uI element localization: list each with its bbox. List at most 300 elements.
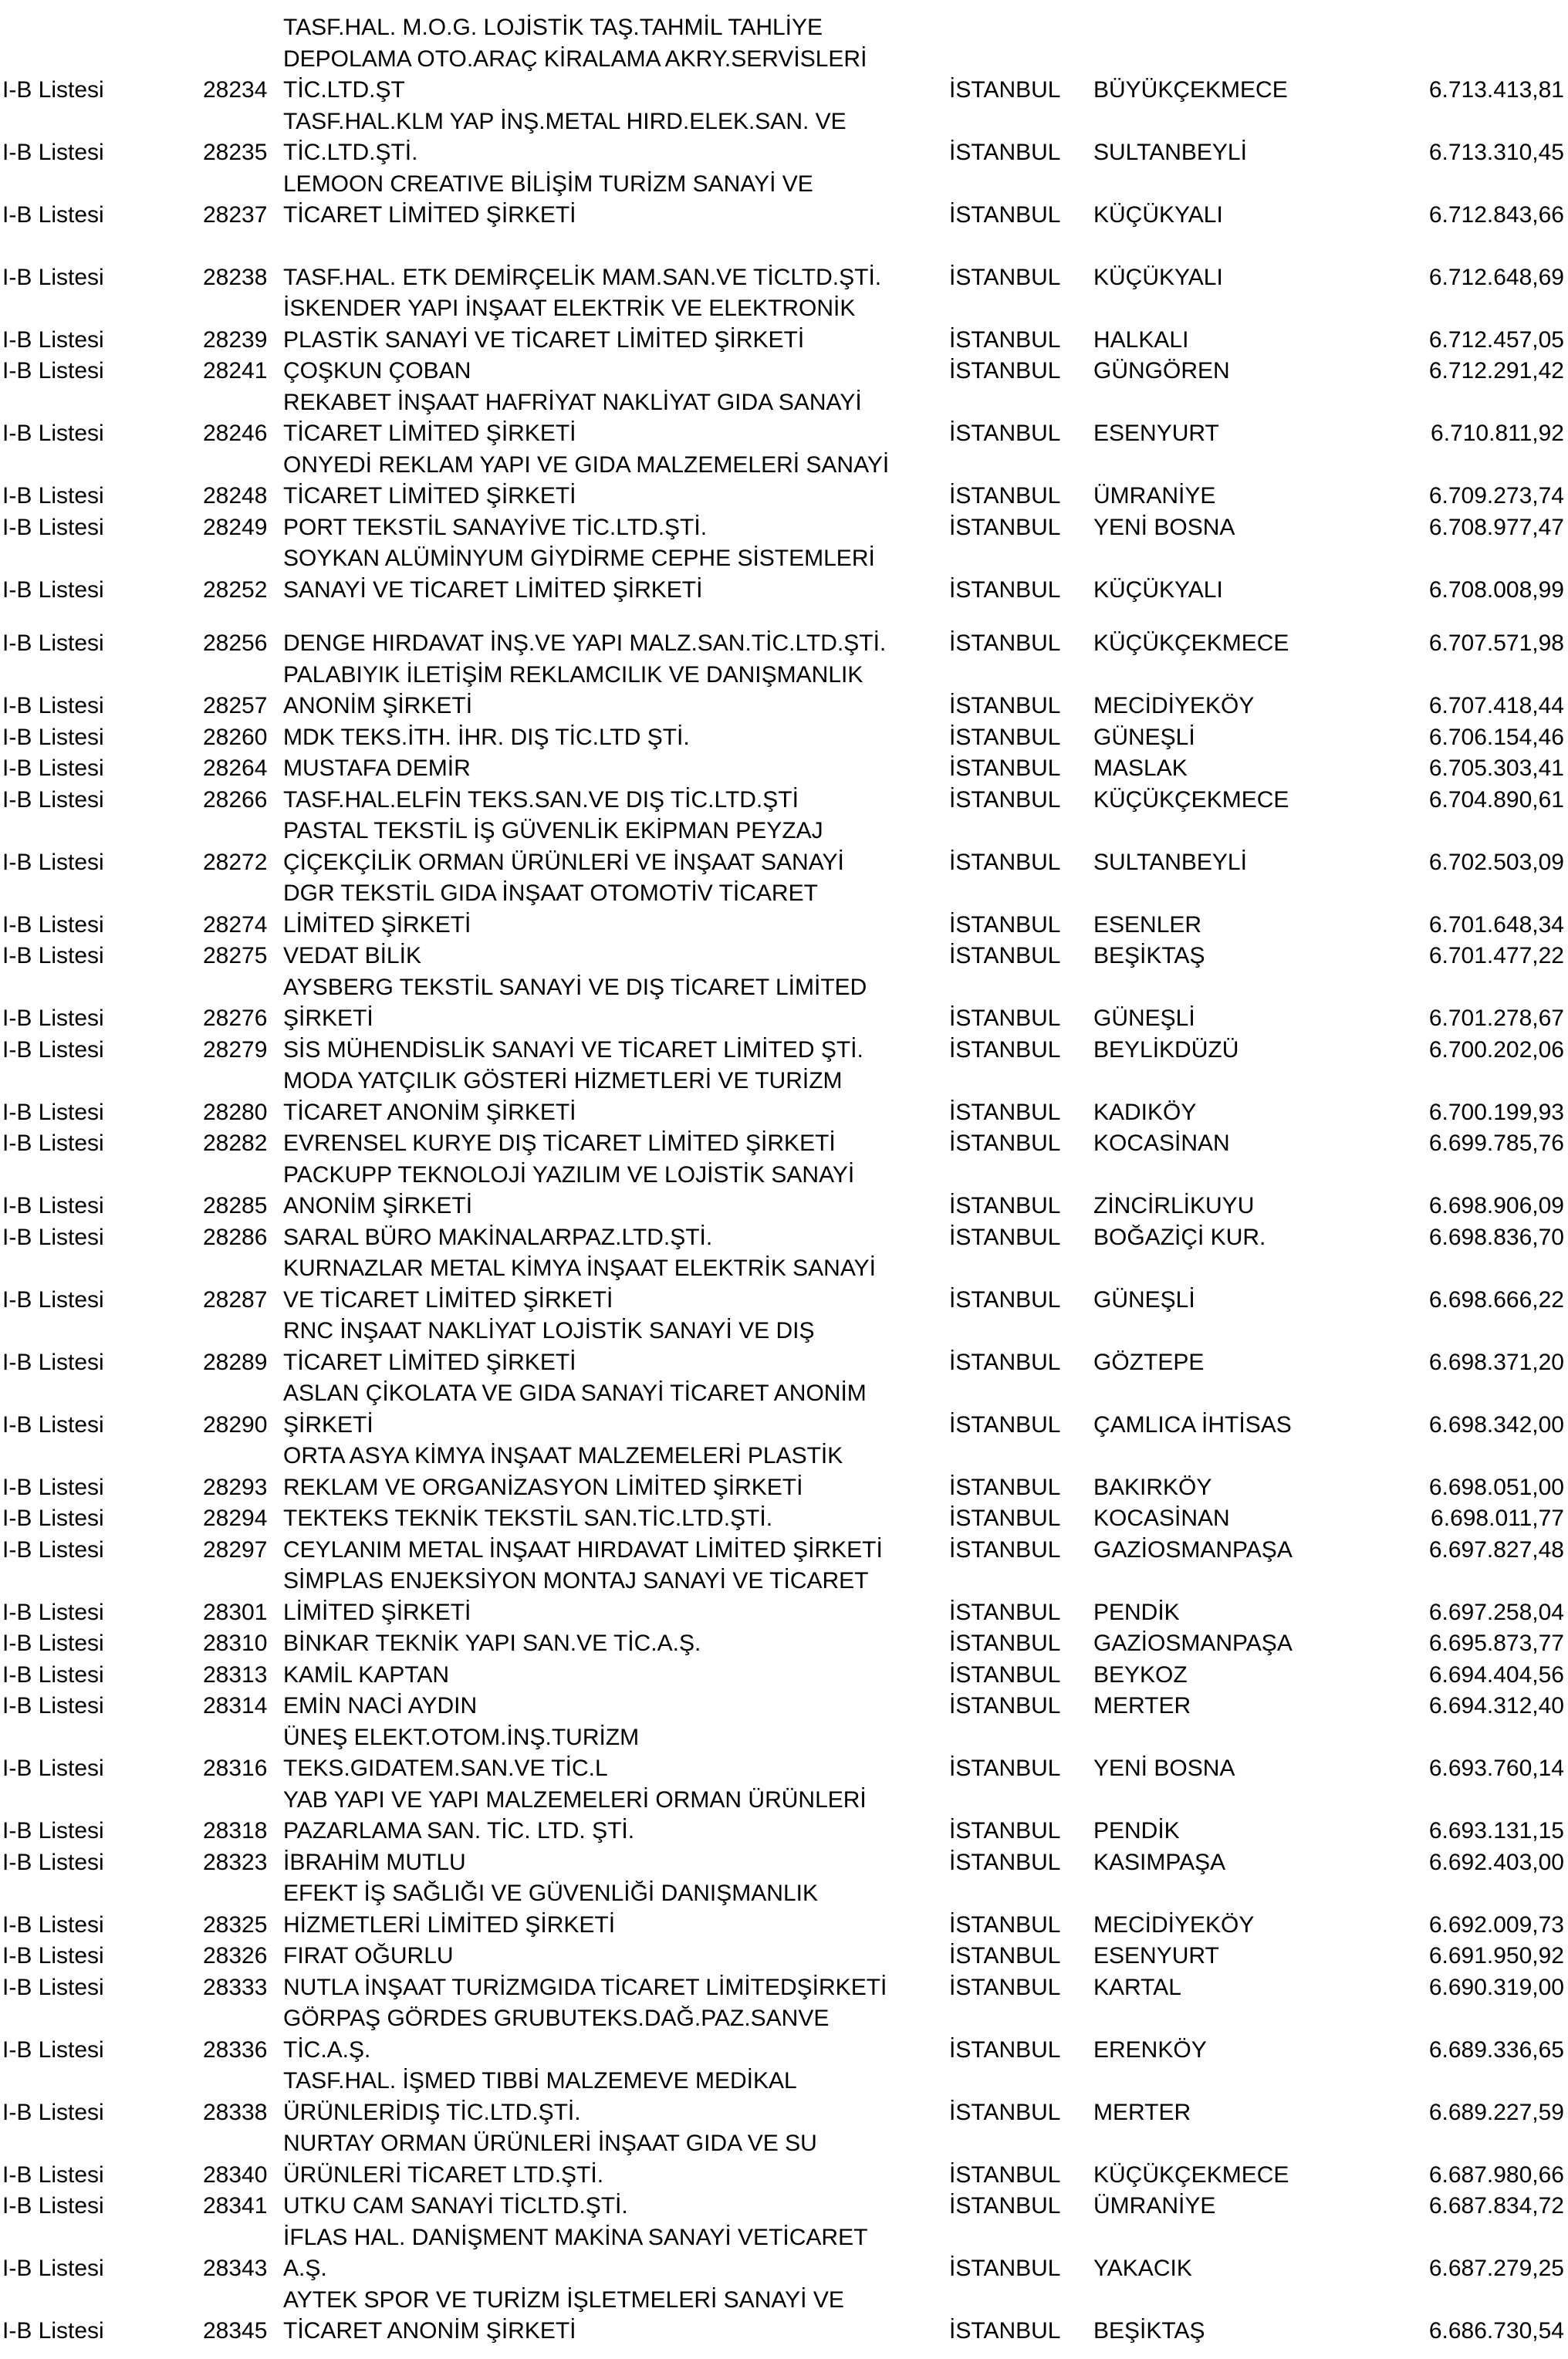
city-cell: İSTANBUL — [949, 1943, 1061, 1969]
city-cell: İSTANBUL — [949, 2256, 1061, 2281]
record-main-line — [0, 1410, 1568, 1441]
record-wrap-line — [0, 972, 1568, 1004]
city-cell: İSTANBUL — [949, 1506, 1061, 1531]
taxpayer-record — [0, 1941, 1568, 1972]
city-cell: İSTANBUL — [949, 2161, 1061, 2188]
amount-cell: 6.694.312,40 — [1428, 1693, 1564, 1719]
record-main-line — [0, 1347, 1568, 1379]
city-cell: İSTANBUL — [949, 755, 1061, 781]
district-cell: GAZİOSMANPAŞA — [1093, 1631, 1293, 1656]
amount-cell: 6.708.008,99 — [1428, 576, 1564, 603]
sequence-no-cell: 28286 — [203, 1224, 268, 1250]
record-wrap-line — [0, 2128, 1568, 2160]
company-name-wrap-line: ONYEDİ REKLAM YAPI VE GIDA MALZEMELERİ SANAYİ — [283, 451, 890, 478]
district-cell: MECİDİYEKÖY — [1093, 693, 1255, 718]
company-name-cell: ÇOŞKUN ÇOBAN — [283, 358, 471, 384]
sequence-no-cell: 28252 — [203, 576, 268, 603]
debtor-table — [0, 12, 1568, 2347]
company-name-cell: SARAL BÜRO MAKİNALARPAZ.LTD.ŞTİ. — [283, 1224, 713, 1250]
sequence-no-cell: 28301 — [203, 1599, 268, 1625]
amount-cell: 6.712.843,66 — [1428, 202, 1564, 228]
company-name-cell: TİCARET LİMİTED ŞİRKETİ — [283, 483, 576, 509]
district-cell: MERTER — [1093, 1693, 1191, 1719]
company-name-cell: REKLAM VE ORGANİZASYON LİMİTED ŞİRKETİ — [283, 1474, 803, 1500]
company-name-cell: KAMİL KAPTAN — [283, 1661, 450, 1688]
amount-cell: 6.698.836,70 — [1428, 1224, 1564, 1250]
amount-cell: 6.701.648,34 — [1428, 911, 1564, 938]
city-cell: İSTANBUL — [949, 1974, 1061, 2000]
amount-cell: 6.700.199,93 — [1428, 1099, 1564, 1125]
list-type-cell: I-B Listesi — [2, 1036, 104, 1063]
sequence-no-cell: 28239 — [203, 326, 268, 353]
record-main-line — [0, 1941, 1568, 1972]
record-main-line — [0, 2316, 1568, 2347]
record-main-line — [0, 1660, 1568, 1692]
sequence-no-cell: 28285 — [203, 1193, 268, 1218]
district-cell: PENDİK — [1093, 1818, 1180, 1844]
taxpayer-record — [0, 1535, 1568, 1566]
taxpayer-record — [0, 1878, 1568, 1941]
record-main-line — [0, 2035, 1568, 2067]
list-type-cell: I-B Listesi — [2, 576, 104, 603]
amount-cell: 6.710.811,92 — [1431, 421, 1564, 446]
list-type-cell: I-B Listesi — [2, 1193, 104, 1218]
sequence-no-cell: 28276 — [203, 1005, 268, 1031]
taxpayer-record — [0, 512, 1568, 544]
city-cell: İSTANBUL — [949, 1849, 1061, 1875]
amount-cell: 6.697.258,04 — [1428, 1599, 1564, 1625]
company-name-cell: PAZARLAMA SAN. TİC. LTD. ŞTİ. — [283, 1818, 635, 1844]
list-type-cell: I-B Listesi — [2, 2036, 104, 2063]
list-type-cell: I-B Listesi — [2, 911, 104, 938]
sequence-no-cell: 28333 — [203, 1974, 268, 2000]
amount-cell: 6.701.278,67 — [1428, 1005, 1564, 1031]
company-name-wrap-line: REKABET İNŞAAT HAFRİYAT NAKLİYAT GIDA SANAYİ — [283, 389, 862, 415]
record-main-line — [0, 722, 1568, 754]
city-cell: İSTANBUL — [949, 1756, 1061, 1781]
taxpayer-record — [0, 941, 1568, 972]
sequence-no-cell: 28289 — [203, 1349, 268, 1375]
amount-cell: 6.712.457,05 — [1428, 326, 1564, 353]
company-name-wrap-line: NURTAY ORMAN ÜRÜNLERİ İNŞAAT GIDA VE SU — [283, 2131, 817, 2156]
amount-cell: 6.698.371,20 — [1428, 1349, 1564, 1375]
taxpayer-record — [0, 2066, 1568, 2128]
sequence-no-cell: 28282 — [203, 1130, 268, 1156]
record-main-line — [0, 1097, 1568, 1129]
amount-cell: 6.706.154,46 — [1428, 724, 1564, 750]
list-type-cell: I-B Listesi — [2, 514, 104, 540]
district-cell: GÜNGÖREN — [1093, 358, 1230, 384]
taxpayer-record — [0, 1660, 1568, 1692]
record-main-line — [0, 1191, 1568, 1222]
record-main-line — [0, 1628, 1568, 1660]
company-name-wrap-line: İSKENDER YAPI İNŞAAT ELEKTRİK VE ELEKTRONİK — [283, 296, 856, 321]
amount-cell: 6.704.890,61 — [1428, 786, 1564, 813]
city-cell: İSTANBUL — [949, 576, 1061, 603]
company-name-cell: BİNKAR TEKNİK YAPI SAN.VE TİC.A.Ş. — [283, 1631, 701, 1656]
sequence-no-cell: 28280 — [203, 1099, 268, 1125]
company-name-wrap-line: DGR TEKSTİL GIDA İNŞAAT OTOMOTİV TİCARET — [283, 880, 818, 906]
company-name-cell: TİCARET ANONİM ŞİRKETİ — [283, 2318, 576, 2344]
city-cell: İSTANBUL — [949, 358, 1061, 384]
district-cell: SULTANBEYLİ — [1093, 140, 1247, 165]
company-name-cell: FIRAT OĞURLU — [283, 1943, 454, 1969]
city-cell: İSTANBUL — [949, 202, 1061, 228]
list-type-cell: I-B Listesi — [2, 849, 104, 875]
district-cell: KOCASİNAN — [1093, 1130, 1230, 1156]
list-type-cell: I-B Listesi — [2, 483, 104, 509]
taxpayer-record — [0, 2285, 1568, 2347]
district-cell: KÜÇÜKÇEKMECE — [1093, 630, 1289, 656]
district-cell: BÜYÜKÇEKMECE — [1093, 77, 1288, 103]
company-name-wrap-line: PASTAL TEKSTİL İŞ GÜVENLİK EKİPMAN PEYZAJ — [283, 818, 823, 843]
company-name-wrap-line: YAB YAPI VE YAPI MALZEMELERİ ORMAN ÜRÜNLERİ — [283, 1786, 867, 1813]
city-cell: İSTANBUL — [949, 1661, 1061, 1688]
record-wrap-line — [0, 1316, 1568, 1347]
district-cell: KÜÇÜKÇEKMECE — [1093, 2161, 1289, 2188]
record-main-line — [0, 847, 1568, 879]
record-wrap-line — [0, 816, 1568, 847]
amount-cell: 6.689.336,65 — [1428, 2036, 1564, 2063]
company-name-cell: İBRAHİM MUTLU — [283, 1849, 466, 1875]
district-cell: KADIKÖY — [1093, 1099, 1197, 1125]
city-cell: İSTANBUL — [949, 1099, 1061, 1125]
list-type-cell: I-B Listesi — [2, 1849, 104, 1875]
amount-cell: 6.707.571,98 — [1428, 630, 1564, 656]
company-name-cell: VEDAT BİLİK — [283, 943, 421, 968]
record-wrap-line — [0, 12, 1568, 44]
company-name-wrap-line: ORTA ASYA KİMYA İNŞAAT MALZEMELERİ PLASTİK — [283, 1443, 843, 1468]
taxpayer-record — [0, 1128, 1568, 1160]
record-main-line — [0, 1035, 1568, 1066]
list-type-cell: I-B Listesi — [2, 1818, 104, 1844]
record-wrap-line — [0, 1785, 1568, 1817]
district-cell: PENDİK — [1093, 1599, 1180, 1625]
company-name-cell: MDK TEKS.İTH. İHR. DIŞ TİC.LTD ŞTİ. — [283, 724, 690, 750]
amount-cell: 6.694.404,56 — [1428, 1661, 1564, 1688]
sequence-no-cell: 28279 — [203, 1036, 268, 1063]
company-name-cell: SİS MÜHENDİSLİK SANAYİ VE TİCARET LİMİTED ŞTİ. — [283, 1036, 863, 1063]
city-cell: İSTANBUL — [949, 421, 1061, 446]
city-cell: İSTANBUL — [949, 1224, 1061, 1250]
sequence-no-cell: 28338 — [203, 2099, 268, 2125]
company-name-wrap-line: ÜNEŞ ELEKT.OTOM.İNŞ.TURİZM — [283, 1724, 640, 1750]
record-main-line — [0, 1472, 1568, 1504]
sequence-no-cell: 28256 — [203, 630, 268, 656]
district-cell: HALKALI — [1093, 326, 1189, 353]
record-main-line — [0, 1972, 1568, 2004]
district-cell: GÜNEŞLİ — [1093, 724, 1195, 750]
taxpayer-record — [0, 169, 1568, 232]
record-main-line — [0, 1128, 1568, 1160]
taxpayer-record — [0, 628, 1568, 660]
company-name-cell: ŞİRKETİ — [283, 1005, 373, 1031]
company-name-wrap-line: PACKUPP TEKNOLOJİ YAZILIM VE LOJİSTİK SANAYİ — [283, 1161, 855, 1188]
amount-cell: 6.687.980,66 — [1428, 2161, 1564, 2188]
record-main-line — [0, 691, 1568, 722]
company-name-wrap-line: TASF.HAL.KLM YAP İNŞ.METAL HIRD.ELEK.SAN. VE — [283, 108, 847, 134]
district-cell: ÜMRANİYE — [1093, 483, 1216, 509]
company-name-cell: ANONİM ŞİRKETİ — [283, 693, 473, 718]
sequence-no-cell: 28274 — [203, 911, 268, 938]
taxpayer-record — [0, 2191, 1568, 2222]
taxpayer-record — [0, 2222, 1568, 2285]
company-name-cell: LİMİTED ŞİRKETİ — [283, 911, 471, 938]
company-name-wrap-line: ASLAN ÇİKOLATA VE GIDA SANAYİ TİCARET ANONİM — [283, 1381, 867, 1406]
taxpayer-record — [0, 1035, 1568, 1066]
taxpayer-record — [0, 543, 1568, 606]
sequence-no-cell: 28323 — [203, 1849, 268, 1875]
taxpayer-record — [0, 816, 1568, 878]
record-main-line — [0, 1910, 1568, 1942]
sequence-no-cell: 28260 — [203, 724, 268, 750]
list-type-cell: I-B Listesi — [2, 1631, 104, 1656]
taxpayer-record — [0, 1972, 1568, 2004]
sequence-no-cell: 28290 — [203, 1411, 268, 1438]
taxpayer-record — [0, 1628, 1568, 1660]
company-name-wrap-line: PALABIYIK İLETİŞİM REKLAMCILIK VE DANIŞMANLIK — [283, 661, 863, 688]
taxpayer-record — [0, 356, 1568, 387]
list-type-cell: I-B Listesi — [2, 421, 104, 446]
record-main-line — [0, 356, 1568, 387]
sequence-no-cell: 28238 — [203, 264, 268, 290]
amount-cell: 6.698.666,22 — [1428, 1286, 1564, 1313]
record-main-line — [0, 1847, 1568, 1879]
sequence-no-cell: 28275 — [203, 943, 268, 968]
taxpayer-record — [0, 660, 1568, 722]
city-cell: İSTANBUL — [949, 1349, 1061, 1375]
taxpayer-record — [0, 12, 1568, 106]
taxpayer-record — [0, 753, 1568, 785]
amount-cell: 6.695.873,77 — [1428, 1631, 1564, 1656]
record-wrap-line — [0, 878, 1568, 910]
sequence-no-cell: 28257 — [203, 693, 268, 718]
company-name-cell: MUSTAFA DEMİR — [283, 755, 471, 781]
city-cell: İSTANBUL — [949, 514, 1061, 540]
amount-cell: 6.686.730,54 — [1428, 2318, 1564, 2344]
record-main-line — [0, 785, 1568, 816]
sequence-no-cell: 28340 — [203, 2161, 268, 2188]
list-type-cell: I-B Listesi — [2, 724, 104, 750]
record-wrap-line — [0, 2066, 1568, 2097]
record-wrap-line — [0, 1878, 1568, 1910]
city-cell: İSTANBUL — [949, 483, 1061, 509]
city-cell: İSTANBUL — [949, 1599, 1061, 1625]
amount-cell: 6.693.131,15 — [1428, 1818, 1564, 1844]
sequence-no-cell: 28272 — [203, 849, 268, 875]
taxpayer-record — [0, 1566, 1568, 1628]
city-cell: İSTANBUL — [949, 2036, 1061, 2063]
company-name-cell: ÜRÜNLERİ TİCARET LTD.ŞTİ. — [283, 2161, 604, 2188]
district-cell: BEYLİKDÜZÜ — [1093, 1036, 1239, 1063]
record-main-line — [0, 137, 1568, 169]
record-wrap-line — [0, 543, 1568, 575]
taxpayer-record — [0, 1785, 1568, 1847]
list-type-cell: I-B Listesi — [2, 693, 104, 718]
sequence-no-cell: 28266 — [203, 786, 268, 813]
taxpayer-record — [0, 1441, 1568, 1503]
list-type-cell: I-B Listesi — [2, 1693, 104, 1719]
record-wrap-line — [0, 1253, 1568, 1285]
city-cell: İSTANBUL — [949, 693, 1061, 718]
record-main-line — [0, 1691, 1568, 1722]
city-cell: İSTANBUL — [949, 849, 1061, 875]
amount-cell: 6.708.977,47 — [1428, 514, 1564, 540]
record-main-line — [0, 1597, 1568, 1629]
record-wrap-line — [0, 169, 1568, 201]
record-wrap-line — [0, 387, 1568, 419]
sequence-no-cell: 28345 — [203, 2318, 268, 2344]
taxpayer-record — [0, 878, 1568, 941]
city-cell: İSTANBUL — [949, 1036, 1061, 1063]
city-cell: İSTANBUL — [949, 1911, 1061, 1938]
company-name-cell: CEYLANIM METAL İNŞAAT HIRDAVAT LİMİTED ŞİRKETİ — [283, 1536, 883, 1563]
record-wrap-line — [0, 1066, 1568, 1097]
list-type-cell: I-B Listesi — [2, 1474, 104, 1500]
taxpayer-record — [0, 387, 1568, 450]
list-type-cell: I-B Listesi — [2, 1224, 104, 1250]
taxpayer-record — [0, 1316, 1568, 1378]
amount-cell: 6.698.011,77 — [1431, 1506, 1564, 1531]
taxpayer-record — [0, 1253, 1568, 1316]
taxpayer-record — [0, 1722, 1568, 1785]
amount-cell: 6.693.760,14 — [1428, 1756, 1564, 1781]
record-main-line — [0, 2097, 1568, 2129]
city-cell: İSTANBUL — [949, 326, 1061, 353]
taxpayer-record — [0, 1160, 1568, 1222]
list-type-cell: I-B Listesi — [2, 1661, 104, 1688]
amount-cell: 6.689.227,59 — [1428, 2099, 1564, 2125]
district-cell: KOCASİNAN — [1093, 1506, 1230, 1531]
district-cell: ESENLER — [1093, 911, 1202, 938]
record-wrap-line — [0, 1378, 1568, 1410]
sequence-no-cell: 28341 — [203, 2193, 268, 2219]
taxpayer-record — [0, 2128, 1568, 2191]
company-name-wrap-line: GÖRPAŞ GÖRDES GRUBUTEKS.DAĞ.PAZ.SANVE — [283, 2006, 830, 2031]
company-name-cell: ÇİÇEKÇİLİK ORMAN ÜRÜNLERİ VE İNŞAAT SANAYİ — [283, 849, 844, 875]
list-type-cell: I-B Listesi — [2, 1286, 104, 1313]
district-cell: KÜÇÜKÇEKMECE — [1093, 786, 1289, 813]
list-type-cell: I-B Listesi — [2, 1536, 104, 1563]
district-cell: KÜÇÜKYALI — [1093, 576, 1223, 603]
record-main-line — [0, 910, 1568, 941]
amount-cell: 6.697.827,48 — [1428, 1536, 1564, 1563]
record-wrap-line — [0, 450, 1568, 482]
sequence-no-cell: 28326 — [203, 1943, 268, 1969]
district-cell: GÜNEŞLİ — [1093, 1005, 1195, 1031]
amount-cell: 6.702.503,09 — [1428, 849, 1564, 875]
sequence-no-cell: 28246 — [203, 421, 268, 446]
district-cell: KÜÇÜKYALI — [1093, 264, 1223, 290]
city-cell: İSTANBUL — [949, 911, 1061, 938]
district-cell: MECİDİYEKÖY — [1093, 1911, 1255, 1938]
list-type-cell: I-B Listesi — [2, 202, 104, 228]
amount-cell: 6.700.202,06 — [1428, 1036, 1564, 1063]
record-wrap-line — [0, 2285, 1568, 2317]
district-cell: ERENKÖY — [1093, 2036, 1207, 2063]
list-type-cell: I-B Listesi — [2, 943, 104, 968]
city-cell: İSTANBUL — [949, 2318, 1061, 2344]
sequence-no-cell: 28318 — [203, 1818, 268, 1844]
amount-cell: 6.709.273,74 — [1428, 483, 1564, 509]
district-cell: MERTER — [1093, 2099, 1191, 2125]
company-name-cell: TİC.LTD.ŞT — [283, 77, 405, 103]
amount-cell: 6.687.834,72 — [1428, 2193, 1564, 2219]
sequence-no-cell: 28297 — [203, 1536, 268, 1563]
amount-cell: 6.698.342,00 — [1428, 1411, 1564, 1438]
district-cell: YENİ BOSNA — [1093, 1756, 1235, 1781]
city-cell: İSTANBUL — [949, 1631, 1061, 1656]
taxpayer-record — [0, 2003, 1568, 2066]
list-type-cell: I-B Listesi — [2, 77, 104, 103]
company-name-cell: DENGE HIRDAVAT İNŞ.VE YAPI MALZ.SAN.TİC.LTD.ŞTİ. — [283, 630, 887, 656]
list-type-cell: I-B Listesi — [2, 1005, 104, 1031]
district-cell: KÜÇÜKYALI — [1093, 202, 1223, 228]
record-main-line — [0, 2160, 1568, 2192]
sequence-no-cell: 28314 — [203, 1693, 268, 1719]
amount-cell: 6.713.413,81 — [1428, 77, 1564, 103]
record-main-line — [0, 1285, 1568, 1316]
company-name-wrap-line: TASF.HAL. M.O.G. LOJİSTİK TAŞ.TAHMİL TAHLİYE — [283, 15, 823, 40]
city-cell: İSTANBUL — [949, 724, 1061, 750]
city-cell: İSTANBUL — [949, 630, 1061, 656]
taxpayer-record — [0, 106, 1568, 169]
company-name-cell: LİMİTED ŞİRKETİ — [283, 1599, 471, 1625]
record-main-line — [0, 200, 1568, 232]
taxpayer-record — [0, 1066, 1568, 1128]
city-cell: İSTANBUL — [949, 1286, 1061, 1313]
list-type-cell: I-B Listesi — [2, 1099, 104, 1125]
company-name-cell: TEKS.GIDATEM.SAN.VE TİC.L — [283, 1756, 608, 1781]
taxpayer-record — [0, 1503, 1568, 1535]
list-type-cell: I-B Listesi — [2, 2161, 104, 2188]
list-type-cell: I-B Listesi — [2, 1911, 104, 1938]
record-main-line — [0, 1753, 1568, 1785]
city-cell: İSTANBUL — [949, 943, 1061, 968]
company-name-cell: ŞİRKETİ — [283, 1411, 373, 1438]
company-name-cell: ÜRÜNLERİDIŞ TİC.LTD.ŞTİ. — [283, 2099, 581, 2125]
record-wrap-line — [0, 2003, 1568, 2035]
city-cell: İSTANBUL — [949, 140, 1061, 165]
amount-cell: 6.690.319,00 — [1428, 1974, 1564, 2000]
taxpayer-record — [0, 450, 1568, 512]
company-name-cell: TİC.LTD.ŞTİ. — [283, 140, 418, 165]
record-wrap-line — [0, 660, 1568, 691]
district-cell: BEŞİKTAŞ — [1093, 2318, 1205, 2344]
list-type-cell: I-B Listesi — [2, 786, 104, 813]
company-name-cell: VE TİCARET LİMİTED ŞİRKETİ — [283, 1286, 613, 1313]
record-wrap-line — [0, 44, 1568, 76]
company-name-wrap-line: KURNAZLAR METAL KİMYA İNŞAAT ELEKTRİK SANAYİ — [283, 1256, 876, 1281]
district-cell: GÜNEŞLİ — [1093, 1286, 1195, 1313]
city-cell: İSTANBUL — [949, 2099, 1061, 2125]
sequence-no-cell: 28241 — [203, 358, 268, 384]
list-type-cell: I-B Listesi — [2, 1943, 104, 1969]
list-type-cell: I-B Listesi — [2, 1130, 104, 1156]
city-cell: İSTANBUL — [949, 264, 1061, 290]
city-cell: İSTANBUL — [949, 1693, 1061, 1719]
city-cell: İSTANBUL — [949, 77, 1061, 103]
amount-cell: 6.698.906,09 — [1428, 1193, 1564, 1218]
list-type-cell: I-B Listesi — [2, 2193, 104, 2219]
city-cell: İSTANBUL — [949, 1818, 1061, 1844]
amount-cell: 6.712.648,69 — [1428, 264, 1564, 290]
company-name-cell: A.Ş. — [283, 2256, 327, 2281]
company-name-cell: TİCARET ANONİM ŞİRKETİ — [283, 1099, 576, 1125]
district-cell: SULTANBEYLİ — [1093, 849, 1247, 875]
amount-cell: 6.705.303,41 — [1428, 755, 1564, 781]
record-main-line — [0, 262, 1568, 294]
